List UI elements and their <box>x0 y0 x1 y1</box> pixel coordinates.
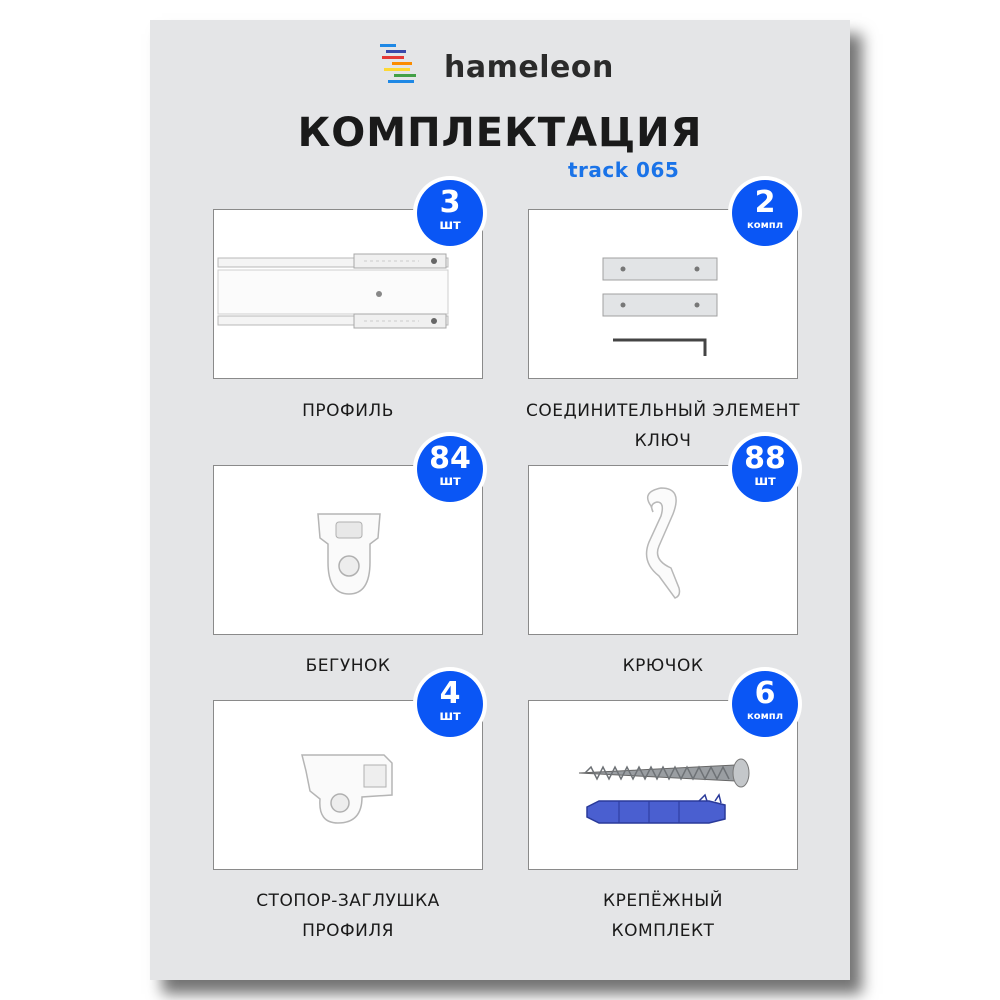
rainbow-stripes-icon <box>378 36 438 96</box>
label-line: СТОПОР-ЗАГЛУШКА <box>256 891 440 911</box>
quantity-unit: шт <box>439 474 461 489</box>
quantity-number: 84 <box>429 441 471 476</box>
quantity-unit: компл <box>746 711 784 722</box>
quantity-unit: шт <box>754 474 776 489</box>
quantity-number: 6 <box>754 676 776 711</box>
spec-sheet <box>150 20 850 980</box>
quantity-badge <box>732 180 798 246</box>
quantity-unit: шт <box>439 218 461 233</box>
item-label <box>503 886 823 946</box>
quantity-badge <box>417 436 483 502</box>
item-label <box>188 396 508 426</box>
quantity-badge <box>417 180 483 246</box>
brand-name: hameleon <box>444 50 614 85</box>
page-title: КОМПЛЕКТАЦИЯ <box>297 110 703 156</box>
label-line: СОЕДИНИТЕЛЬНЫЙ ЭЛЕМЕНТ <box>526 401 800 421</box>
quantity-badge <box>732 436 798 502</box>
label-line: КОМПЛЕКТ <box>611 921 715 941</box>
brand-logo <box>378 36 638 96</box>
quantity-badge <box>417 671 483 737</box>
label-line: КЛЮЧ <box>634 431 692 451</box>
label-line: БЕГУНОК <box>305 656 391 676</box>
quantity-unit: компл <box>746 220 784 231</box>
quantity-number: 3 <box>439 185 461 220</box>
item-label <box>188 886 508 946</box>
page-subtitle: track 065 <box>568 158 680 182</box>
label-line: ПРОФИЛЯ <box>302 921 394 941</box>
quantity-number: 88 <box>744 441 786 476</box>
label-line: КРЮЧОК <box>622 656 704 676</box>
quantity-unit: шт <box>439 709 461 724</box>
label-line: ПРОФИЛЬ <box>302 401 394 421</box>
quantity-number: 2 <box>754 185 776 220</box>
label-line: КРЕПЁЖНЫЙ <box>603 891 723 911</box>
quantity-badge <box>732 671 798 737</box>
quantity-number: 4 <box>439 676 461 711</box>
